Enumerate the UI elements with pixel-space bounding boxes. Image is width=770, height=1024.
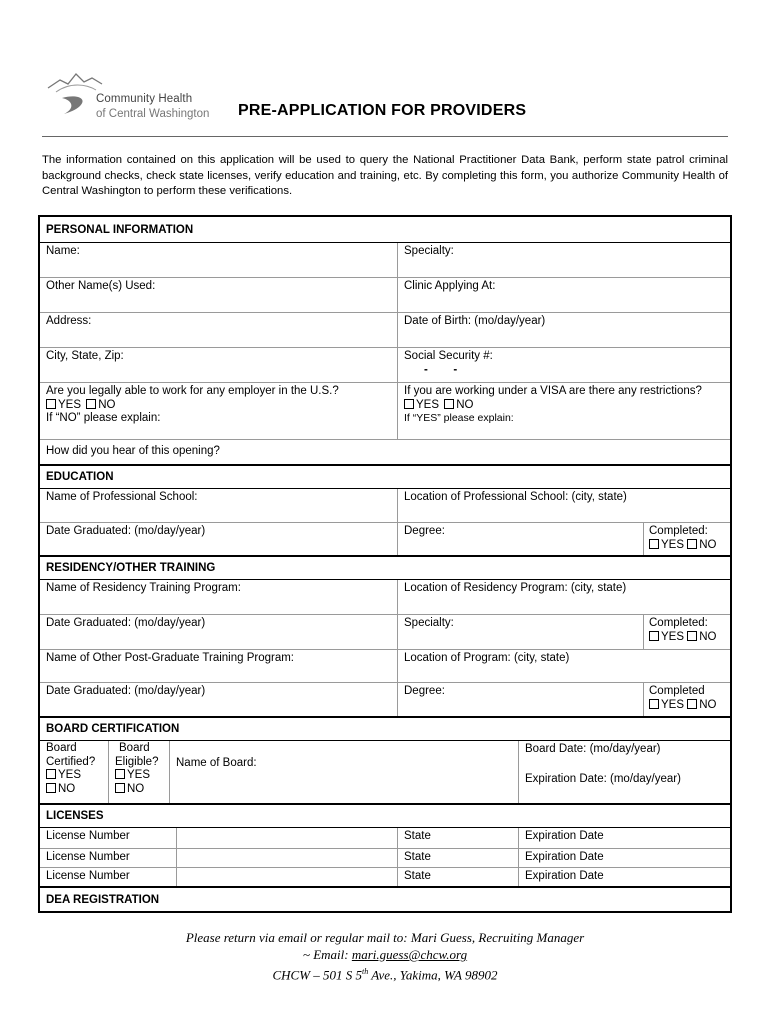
eligible-yes-checkbox[interactable] [115, 769, 125, 779]
legal-work-cell [40, 383, 397, 439]
row-address [40, 312, 730, 347]
hear-field[interactable]: How did you hear of this opening? [46, 445, 220, 458]
other-completed-yes-checkbox[interactable] [649, 699, 659, 709]
footer [0, 929, 770, 983]
residency-program-field[interactable]: Name of Residency Training Program: [46, 582, 241, 594]
residency-completed-no-checkbox[interactable] [687, 631, 697, 641]
license-number-label: License Number [46, 870, 130, 882]
legal-no-checkbox[interactable] [86, 399, 96, 409]
other-completed-label: Completed [649, 685, 705, 697]
edu-completed-no-checkbox[interactable] [687, 539, 697, 549]
edu-completed-label: Completed: [649, 525, 708, 537]
other-completed-no-label: NO [699, 698, 717, 711]
residency-completed-label: Completed: [649, 617, 708, 629]
row-school [40, 489, 730, 522]
footer-email-line [0, 946, 770, 963]
footer-address-suffix: Ave., Yakima, WA 98902 [368, 967, 498, 983]
legal-yes-checkbox[interactable] [46, 399, 56, 409]
visa-explain-label: If “YES” please explain: [404, 412, 514, 424]
certified-yes-label: YES [58, 769, 82, 781]
ssn-field[interactable] [397, 348, 730, 382]
specialty-field[interactable]: Specialty: [397, 243, 730, 277]
section-heading-dea: DEA REGISTRATION [40, 886, 730, 911]
logo [42, 68, 232, 124]
page-title: PRE-APPLICATION FOR PROVIDERS [238, 102, 527, 119]
expiration-date-field[interactable]: Expiration Date: (mo/day/year) [525, 772, 681, 785]
footer-address-prefix: CHCW – 501 S 5 [272, 967, 363, 983]
license-state-label[interactable]: State [397, 828, 518, 848]
eligible-no-label: NO [127, 782, 145, 795]
section-heading-board: BOARD CERTIFICATION [40, 716, 730, 741]
section-heading-residency: RESIDENCY/OTHER TRAINING [40, 555, 730, 580]
visa-question: If you are working under a VISA are there any restrictions? [404, 385, 702, 397]
visa-yes-label: YES [416, 398, 440, 411]
eligible-no-checkbox[interactable] [115, 783, 125, 793]
other-completed-no-checkbox[interactable] [687, 699, 697, 709]
residency-completed-cell [643, 615, 730, 649]
board-date-field[interactable]: Board Date: (mo/day/year) [525, 743, 661, 755]
logo-line2: of Central Washington [96, 108, 210, 120]
school-location-field[interactable]: Location of Professional School: (city, state) [397, 489, 730, 522]
residency-specialty-field[interactable]: Specialty: [397, 615, 643, 649]
row-other-grad [40, 682, 730, 716]
row-other-program [40, 649, 730, 682]
other-program-field[interactable]: Name of Other Post-Graduate Training Program: [46, 652, 294, 664]
license-expiration-label[interactable]: Expiration Date [518, 868, 730, 886]
board-certified-label-1: Board [46, 742, 77, 754]
other-date-graduated-field[interactable]: Date Graduated: (mo/day/year) [46, 685, 206, 697]
other-names-field[interactable]: Other Name(s) Used: [46, 280, 156, 292]
license-state-label[interactable]: State [397, 849, 518, 867]
residency-date-graduated-field[interactable]: Date Graduated: (mo/day/year) [46, 617, 206, 629]
edu-degree-field[interactable]: Degree: [397, 523, 643, 555]
footer-email-link[interactable]: mari.guess@chcw.org [351, 947, 468, 962]
visa-no-label: NO [456, 398, 474, 411]
eligible-yes-label: YES [127, 769, 151, 781]
application-form [38, 215, 732, 913]
edu-date-graduated-field[interactable]: Date Graduated: (mo/day/year) [46, 525, 206, 537]
certified-no-checkbox[interactable] [46, 783, 56, 793]
other-program-location-field[interactable]: Location of Program: (city, state) [397, 650, 730, 682]
row-city [40, 347, 730, 382]
certified-no-label: NO [58, 782, 76, 795]
visa-yes-checkbox[interactable] [404, 399, 414, 409]
section-heading-licenses: LICENSES [40, 803, 730, 828]
legal-no-label: NO [98, 398, 116, 411]
residency-completed-yes-checkbox[interactable] [649, 631, 659, 641]
license-row [40, 867, 730, 886]
visa-no-checkbox[interactable] [444, 399, 454, 409]
city-state-zip-field[interactable]: City, State, Zip: [46, 350, 124, 362]
edu-completed-no-label: NO [699, 538, 717, 551]
legal-explain-label: If “NO” please explain: [46, 412, 161, 424]
name-field[interactable]: Name: [46, 245, 80, 257]
license-number-label: License Number [46, 851, 130, 863]
footer-return-line: Please return via email or regular mail to: Mari Guess, Recruiting Manager [185, 930, 585, 945]
footer-address-sup: th [362, 967, 369, 976]
license-expiration-label[interactable]: Expiration Date [518, 828, 730, 848]
residency-completed-yes-label: YES [661, 630, 685, 643]
board-eligible-label-2: Eligible? [115, 755, 159, 768]
row-residency-grad [40, 614, 730, 649]
row-edu-grad [40, 522, 730, 555]
logo-line1: Community Health [96, 93, 193, 105]
board-dates-cell [518, 741, 730, 803]
board-certified-cell [40, 741, 108, 803]
legal-yes-label: YES [58, 398, 82, 411]
school-name-field[interactable]: Name of Professional School: [46, 491, 198, 503]
license-number-input[interactable] [176, 849, 397, 867]
address-field[interactable]: Address: [46, 315, 92, 327]
header-rule [42, 136, 728, 137]
row-hear [40, 439, 730, 464]
license-number-input[interactable] [176, 828, 397, 848]
legal-work-question: Are you legally able to work for any employer in the U.S.? [46, 385, 339, 397]
visa-cell [397, 383, 730, 439]
footer-address-line [0, 963, 770, 983]
other-degree-field[interactable]: Degree: [397, 683, 643, 716]
board-eligible-cell [108, 741, 169, 803]
edu-completed-yes-label: YES [661, 538, 685, 551]
name-of-board-field[interactable]: Name of Board: [169, 741, 518, 803]
page-header [42, 66, 728, 136]
dob-field[interactable]: Date of Birth: (mo/day/year) [397, 313, 730, 347]
footer-email-prefix: ~ Email: [302, 947, 352, 962]
other-completed-cell [643, 683, 730, 716]
clinic-field[interactable]: Clinic Applying At: [397, 278, 730, 312]
edu-completed-cell [643, 523, 730, 555]
row-other-names [40, 277, 730, 312]
section-heading-education: EDUCATION [40, 464, 730, 489]
license-number-label: License Number [46, 830, 130, 842]
ssn-dashes: - - [424, 363, 458, 376]
license-row [40, 828, 730, 848]
section-heading-personal: PERSONAL INFORMATION [40, 217, 730, 243]
residency-completed-no-label: NO [699, 630, 717, 643]
license-number-input[interactable] [176, 868, 397, 886]
certified-yes-checkbox[interactable] [46, 769, 56, 779]
license-state-label[interactable]: State [397, 868, 518, 886]
board-certified-label-2: Certified? [46, 755, 96, 768]
license-row [40, 848, 730, 867]
row-name [40, 243, 730, 277]
edu-completed-yes-checkbox[interactable] [649, 539, 659, 549]
intro-paragraph: The information contained on this application will be used to query the National Practitioner Data Bank, perform state patrol criminal background checks, check state licenses, verify education and training, etc. By completing this form, you authorize Community Health of Central Washington to perform these verifications. [42, 154, 728, 197]
row-board [40, 741, 730, 803]
board-eligible-label-1: Board [119, 742, 150, 754]
row-work-eligibility [40, 382, 730, 439]
row-residency-program [40, 580, 730, 614]
other-completed-yes-label: YES [661, 698, 685, 711]
license-expiration-label[interactable]: Expiration Date [518, 849, 730, 867]
residency-location-field[interactable]: Location of Residency Program: (city, state) [397, 580, 730, 614]
ssn-label: Social Security #: [404, 350, 493, 362]
